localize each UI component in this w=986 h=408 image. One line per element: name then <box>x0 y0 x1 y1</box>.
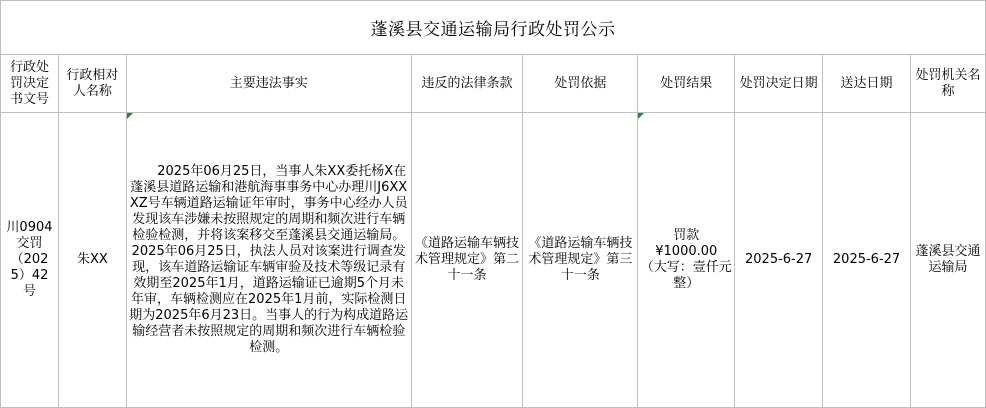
header-facts: 主要违法事实 <box>126 55 411 113</box>
cell-decision-date: 2025-6-27 <box>735 113 823 408</box>
header-result: 处罚结果 <box>638 55 735 113</box>
header-basis: 处罚依据 <box>523 55 638 113</box>
cell-basis: 《道路运输车辆技术管理规定》第三十一条 <box>523 113 638 408</box>
header-row <box>1 55 986 113</box>
header-law: 违反的法律条款 <box>411 55 523 113</box>
header-doc-no: 行政处罚决定书文号 <box>1 55 59 113</box>
result-type: 罚款 <box>673 228 700 243</box>
cell-agency: 蓬溪县交通运输局 <box>911 113 986 408</box>
cell-facts <box>126 113 411 408</box>
result-amount-uppercase: （大写：壹仟元整） <box>640 260 732 291</box>
cell-delivery-date: 2025-6-27 <box>823 113 911 408</box>
result-amount: ¥1000.00 <box>655 244 718 259</box>
table-row <box>1 113 986 408</box>
header-agency: 处罚机关名称 <box>911 55 986 113</box>
sheet-title: 蓬溪县交通运输局行政处罚公示 <box>0 0 986 55</box>
header-delivery-date: 送达日期 <box>823 55 911 113</box>
header-decision-date: 处罚决定日期 <box>735 55 823 113</box>
facts-text: 2025年06月25日，当事人朱XX委托杨X在蓬溪县道路运输和港航海事事务中心办理川J6XXXZ号车辆道路运输证年审时，事务中心经办人员发现该车涉嫌未按照规定的周期和频次进行车辆检验检测，并将该案移交至蓬溪县交通运输局。2025年06月25日，执法人员对该案进行调查发现，该车道路运输证车辆审验及技术等级记录有效期至2025年1月，道路运输证已逾期5个月未年审，车辆检测应在2025年1月前，实际检测日期为2025年6月23日。当事人的行为构成道路运输经营者未按照规定的周期和频次进行车辆检验检测。 <box>129 164 409 355</box>
cell-result <box>638 113 735 408</box>
cell-doc-no: 川0904交罚（2025）42号 <box>1 113 59 408</box>
penalty-table <box>0 54 986 408</box>
header-party: 行政相对人名称 <box>58 55 126 113</box>
cell-law: 《道路运输车辆技术管理规定》第二十一条 <box>411 113 523 408</box>
cell-party: 朱XX <box>58 113 126 408</box>
